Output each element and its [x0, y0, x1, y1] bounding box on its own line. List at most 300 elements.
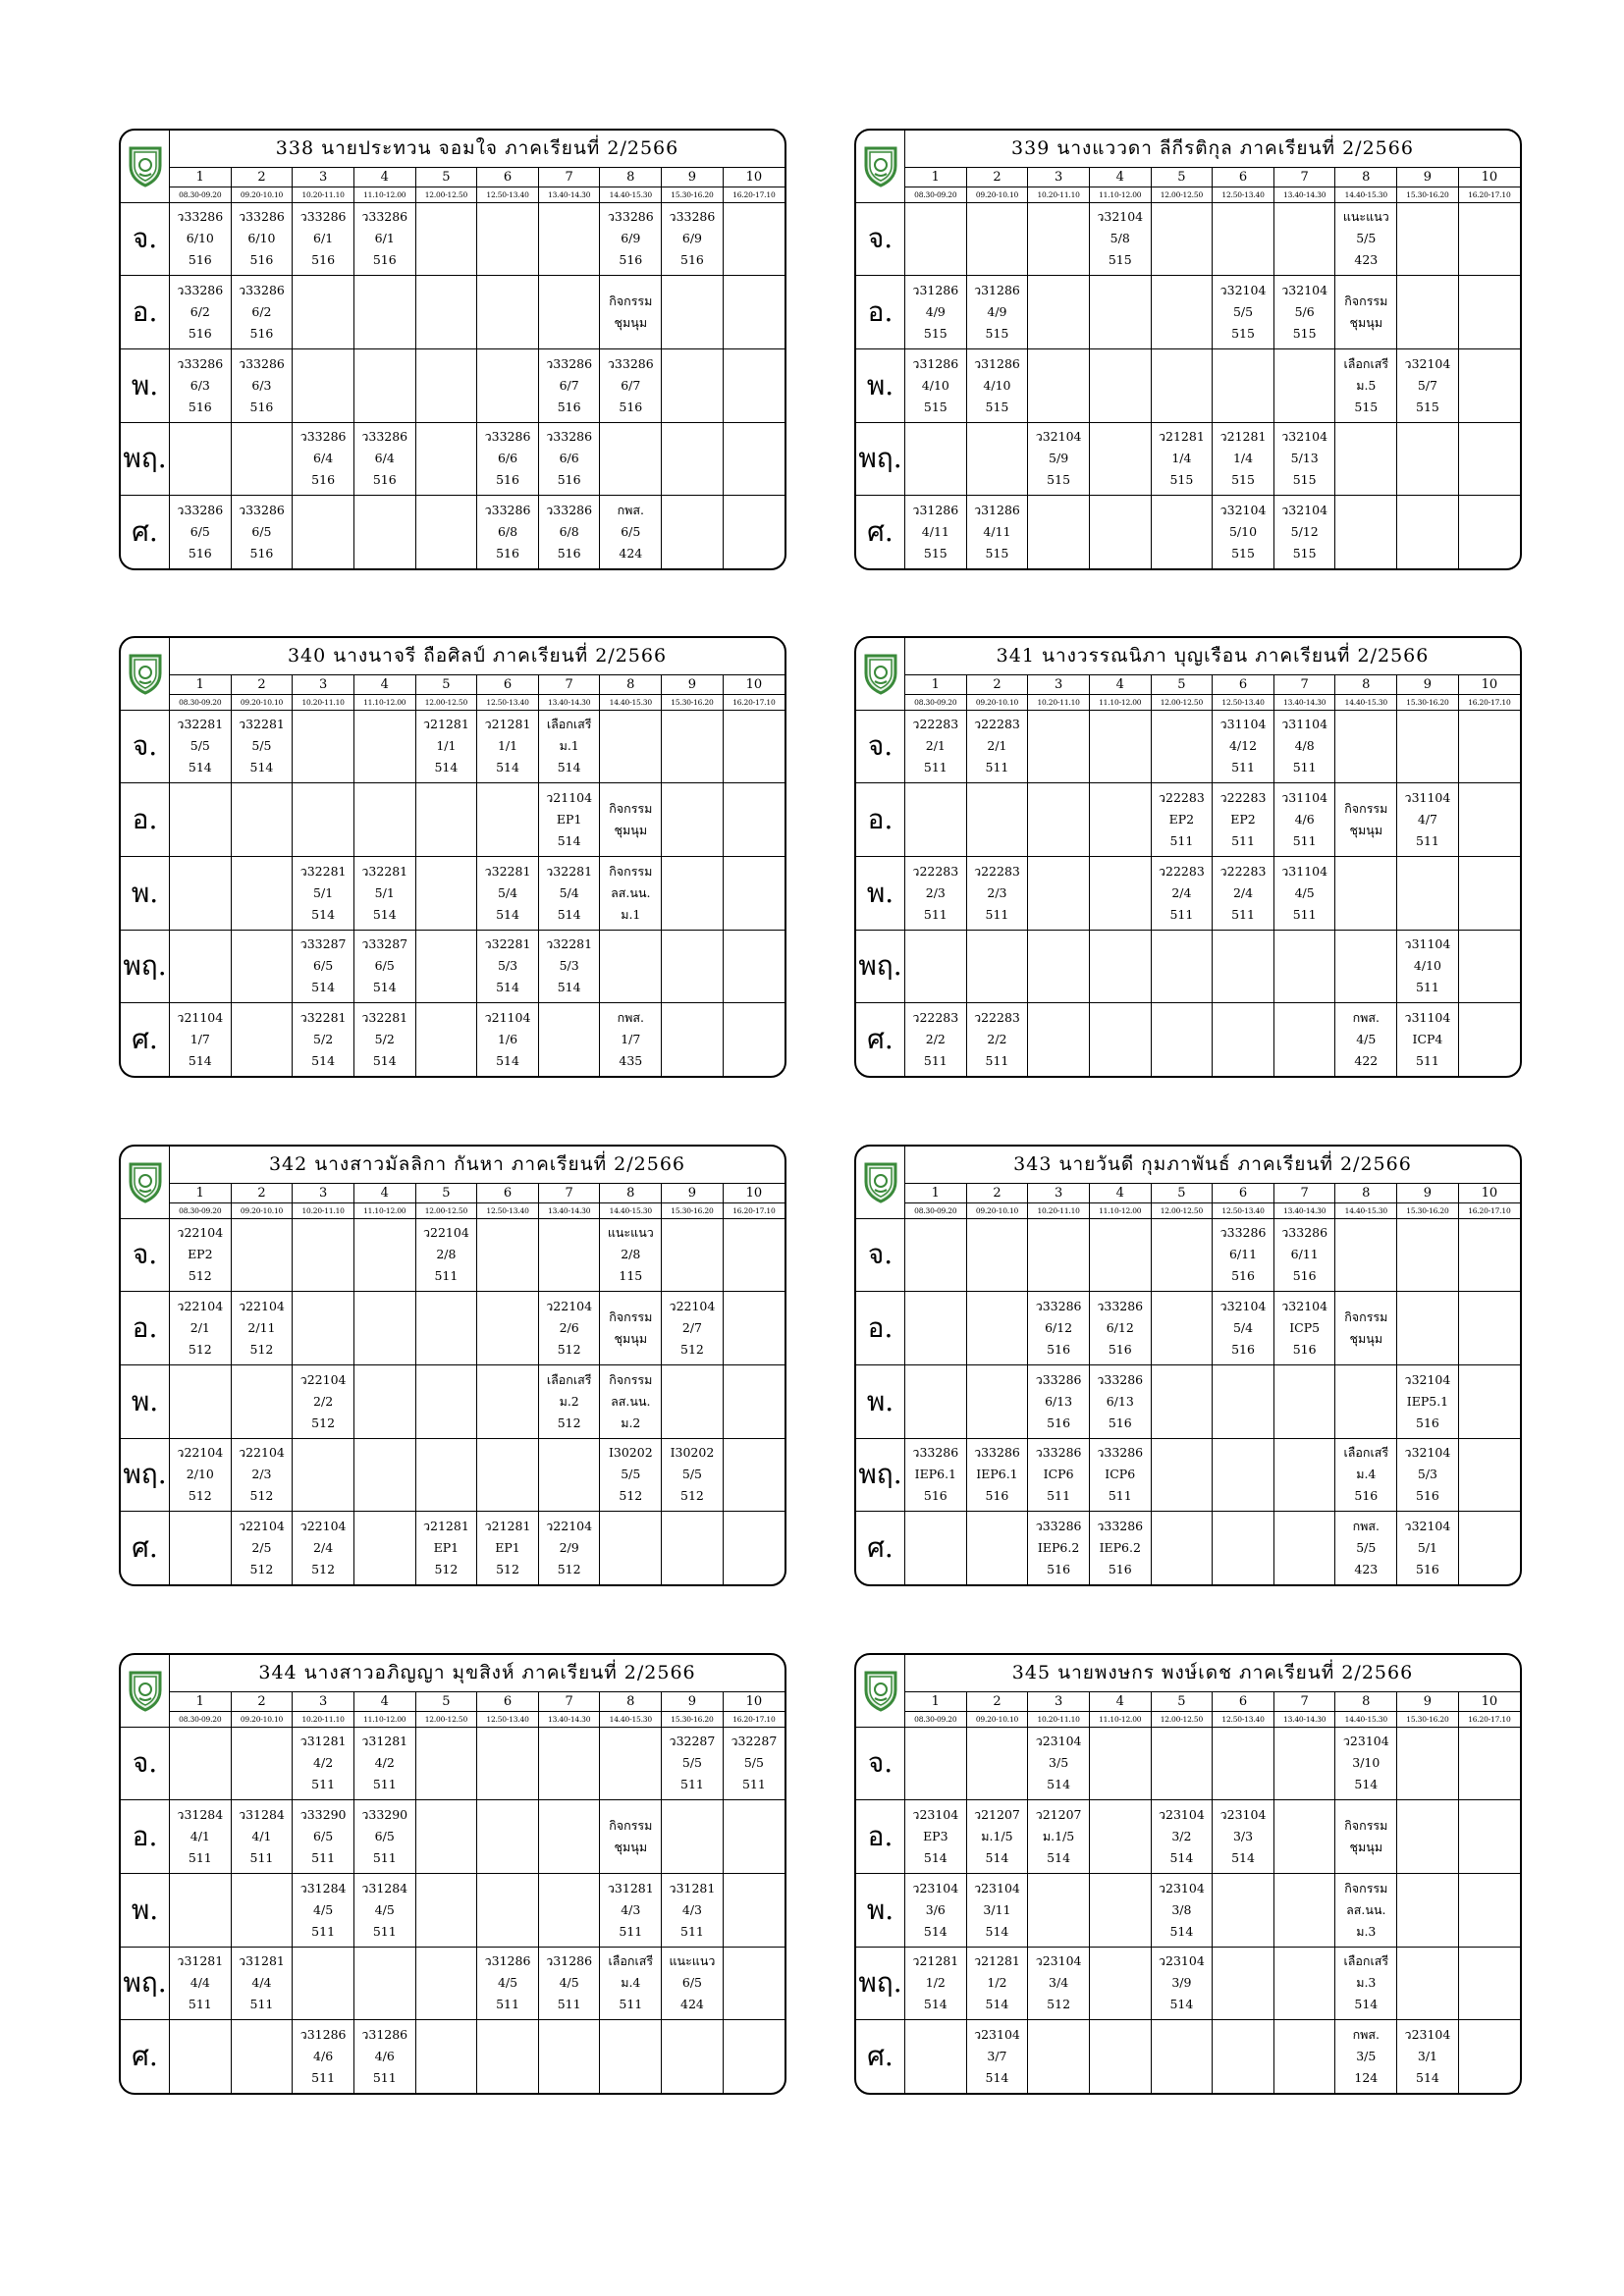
- period-number: 5: [1151, 1691, 1213, 1711]
- period-time: 09.20-10.10: [966, 1712, 1028, 1727]
- schedule-cell: [170, 1003, 232, 1076]
- schedule-cell: [415, 710, 477, 783]
- schedule-cell: [231, 710, 293, 783]
- schedule-cell: [1028, 1800, 1090, 1874]
- cell-line: ว22283: [974, 1010, 1020, 1026]
- cell-line: 512: [557, 1342, 581, 1358]
- schedule-cell: [353, 1438, 415, 1512]
- schedule-cell: [1397, 1438, 1459, 1512]
- day-label: พฤ.: [121, 1438, 170, 1512]
- cell-line: 514: [557, 980, 581, 995]
- schedule-cell: [170, 930, 232, 1003]
- cell-line: 6/13: [1045, 1393, 1073, 1409]
- period-time: 09.20-10.10: [231, 187, 293, 202]
- schedule-cell: [905, 1512, 967, 1584]
- schedule-cell: [1273, 1292, 1335, 1365]
- cell-line: 514: [188, 1053, 212, 1069]
- cell-line: ว32281: [239, 717, 285, 732]
- day-row: [121, 783, 785, 857]
- cell-line: 4/10: [1413, 958, 1441, 974]
- cell-line: 6/5: [374, 1829, 395, 1844]
- cell-line: 516: [249, 546, 274, 561]
- cell-line: 514: [1047, 1777, 1071, 1792]
- schedule-cell: [231, 856, 293, 930]
- schedule-cell: [600, 1292, 662, 1365]
- schedule-cell: [1458, 348, 1520, 422]
- cell-line: 1/7: [621, 1032, 641, 1047]
- cell-line: 3/8: [1171, 1901, 1192, 1917]
- schedule-cell: [905, 276, 967, 349]
- cell-line: 6/1: [374, 231, 395, 246]
- day-label: พ.: [856, 1364, 905, 1438]
- period-number: 9: [662, 1691, 724, 1711]
- schedule-cell: [1213, 783, 1274, 857]
- cell-line: 516: [249, 399, 274, 414]
- cell-line: 3/1: [1417, 2049, 1437, 2064]
- cell-line: 514: [372, 906, 397, 922]
- schedule-cell: [231, 930, 293, 1003]
- schedule-cell: [170, 1292, 232, 1365]
- cell-line: 514: [372, 980, 397, 995]
- period-time: 09.20-10.10: [966, 1203, 1028, 1218]
- cell-line: ว31286: [912, 283, 959, 298]
- period-time: 08.30-09.20: [170, 1712, 232, 1727]
- period-time: 16.20-17.10: [723, 1712, 785, 1727]
- period-number: 10: [1458, 1183, 1520, 1202]
- period-number: 2: [231, 1183, 293, 1202]
- schedule-cell: [1028, 276, 1090, 349]
- schedule-cell: [170, 1873, 232, 1947]
- schedule-cell: [415, 1292, 477, 1365]
- schedule-cell: [1151, 1727, 1213, 1800]
- period-number: 8: [600, 1183, 662, 1202]
- teacher-timetable: [119, 129, 786, 570]
- cell-line: 435: [619, 1053, 643, 1069]
- cell-line: ชุมนุม: [614, 315, 648, 331]
- cell-line: กิจกรรม: [1344, 1818, 1388, 1834]
- period-time: 12.00-12.50: [415, 695, 477, 710]
- period-number: 7: [1273, 1183, 1335, 1202]
- cell-line: IEP6.1: [976, 1467, 1018, 1482]
- period-number: 4: [353, 1183, 415, 1202]
- period-time: 16.20-17.10: [723, 1203, 785, 1218]
- cell-line: 6/10: [247, 231, 276, 246]
- cell-line: ม.2: [621, 1415, 641, 1430]
- period-number: 8: [600, 1691, 662, 1711]
- cell-line: 4/11: [921, 524, 949, 540]
- cell-line: IEP6.2: [1099, 1540, 1141, 1556]
- schedule-cell: [1335, 1003, 1397, 1076]
- schedule-cell: [477, 422, 539, 496]
- period-number: 1: [905, 674, 967, 694]
- schedule-cell: [415, 422, 477, 496]
- schedule-cell: [662, 1438, 724, 1512]
- cell-line: 512: [188, 1488, 212, 1504]
- cell-line: 511: [619, 1923, 643, 1939]
- cell-line: 3/3: [1232, 1829, 1254, 1844]
- schedule-cell: [477, 276, 539, 349]
- schedule-cell: [1151, 856, 1213, 930]
- day-label: อ.: [121, 783, 170, 857]
- cell-line: ว32104: [1219, 283, 1267, 298]
- cell-line: 2/10: [186, 1467, 214, 1482]
- schedule-cell: [1089, 710, 1151, 783]
- cell-line: 5/1: [374, 884, 395, 900]
- cell-line: 512: [188, 1342, 212, 1358]
- cell-line: 511: [311, 1850, 336, 1866]
- cell-line: 2/4: [1171, 884, 1192, 900]
- schedule-cell: [1089, 1218, 1151, 1292]
- day-label: อ.: [856, 276, 905, 349]
- day-row: [121, 1364, 785, 1438]
- period-number: 3: [293, 1691, 354, 1711]
- period-time: 12.00-12.50: [1151, 695, 1213, 710]
- school-crest-icon: [856, 1147, 905, 1218]
- cell-line: ว31281: [361, 1734, 408, 1749]
- cell-line: ว32287: [669, 1734, 716, 1749]
- day-row: [121, 348, 785, 422]
- schedule-cell: [231, 348, 293, 422]
- day-label: พ.: [121, 1873, 170, 1947]
- cell-line: 3/7: [987, 2049, 1007, 2064]
- schedule-cell: [353, 348, 415, 422]
- cell-line: แนะแนว: [1342, 209, 1389, 225]
- day-row: [121, 422, 785, 496]
- schedule-cell: [1089, 1438, 1151, 1512]
- day-label: พฤ.: [856, 1438, 905, 1512]
- cell-line: ว22104: [177, 1299, 224, 1314]
- day-row: [856, 1292, 1520, 1365]
- period-number: 7: [538, 167, 600, 187]
- cell-line: 4/6: [1294, 812, 1315, 828]
- day-label: จ.: [856, 202, 905, 276]
- period-number: 3: [293, 674, 354, 694]
- cell-line: ม.1/5: [1042, 1829, 1075, 1844]
- schedule-cell: [1151, 783, 1213, 857]
- schedule-cell: [1273, 1512, 1335, 1584]
- school-crest-icon: [121, 1147, 170, 1218]
- school-crest-icon: [121, 1655, 170, 1727]
- cell-line: 6/5: [621, 524, 641, 540]
- cell-line: ว32281: [299, 863, 347, 879]
- timetable-title: 343 นายวันดี กุมภาพันธ์ ภาคเรียนที่ 2/2566: [905, 1147, 1521, 1183]
- schedule-cell: [1089, 1947, 1151, 2020]
- period-time: 08.30-09.20: [170, 695, 232, 710]
- period-number: 9: [1397, 1183, 1459, 1202]
- cell-line: 514: [985, 1923, 1009, 1939]
- cell-line: ว22283: [974, 717, 1020, 732]
- cell-line: EP1: [433, 1540, 460, 1556]
- cell-line: ว33286: [607, 209, 654, 225]
- schedule-cell: [600, 348, 662, 422]
- schedule-cell: [1397, 710, 1459, 783]
- schedule-cell: [1089, 1800, 1151, 1874]
- period-time: 16.20-17.10: [1458, 1712, 1520, 1727]
- cell-line: 2/11: [247, 1320, 276, 1336]
- period-time: 15.30-16.20: [1397, 1203, 1459, 1218]
- cell-line: 2/4: [1232, 884, 1254, 900]
- cell-line: ชุมนุม: [614, 823, 648, 838]
- day-row: [121, 1218, 785, 1292]
- cell-line: 514: [496, 980, 519, 995]
- cell-line: 515: [923, 546, 947, 561]
- schedule-cell: [538, 422, 600, 496]
- schedule-cell: [170, 496, 232, 568]
- day-row: [856, 1218, 1520, 1292]
- period-number: 9: [662, 674, 724, 694]
- cell-line: ว33286: [974, 1445, 1020, 1461]
- cell-line: ว33286: [1097, 1445, 1144, 1461]
- cell-line: 516: [496, 546, 519, 561]
- cell-line: 511: [496, 1997, 519, 2012]
- timetable-title: 340 นางนาจรี ถือศิลป์ ภาคเรียนที่ 2/2566: [170, 638, 785, 674]
- schedule-cell: [966, 1292, 1028, 1365]
- cell-line: กิจกรรม: [1344, 801, 1388, 817]
- schedule-cell: [170, 422, 232, 496]
- cell-line: ว33286: [239, 209, 285, 225]
- schedule-cell: [353, 930, 415, 1003]
- schedule-cell: [415, 1218, 477, 1292]
- period-time: 09.20-10.10: [231, 1712, 293, 1727]
- schedule-cell: [1397, 1727, 1459, 1800]
- cell-line: เลือกเสรี: [1343, 1445, 1389, 1461]
- schedule-cell: [905, 1438, 967, 1512]
- cell-line: 2/2: [925, 1032, 946, 1047]
- period-time: 09.20-10.10: [966, 695, 1028, 710]
- schedule-cell: [662, 856, 724, 930]
- schedule-cell: [415, 1003, 477, 1076]
- schedule-cell: [415, 1727, 477, 1800]
- schedule-cell: [1028, 496, 1090, 568]
- schedule-cell: [1273, 856, 1335, 930]
- schedule-cell: [966, 1800, 1028, 1874]
- cell-line: 514: [557, 833, 581, 849]
- period-number: 7: [1273, 674, 1335, 694]
- cell-line: ม.4: [1356, 1467, 1377, 1482]
- schedule-cell: [415, 856, 477, 930]
- schedule-cell: [1273, 710, 1335, 783]
- cell-line: ว23104: [1219, 1807, 1267, 1823]
- schedule-cell: [1213, 1512, 1274, 1584]
- cell-line: ว33287: [299, 936, 347, 952]
- cell-line: ว21281: [1219, 429, 1267, 445]
- schedule-cell: [1397, 1218, 1459, 1292]
- period-number: 9: [1397, 674, 1459, 694]
- cell-line: 511: [923, 760, 947, 775]
- cell-line: 515: [1231, 472, 1255, 488]
- cell-line: 515: [1292, 326, 1317, 342]
- schedule-cell: [1397, 2020, 1459, 2093]
- period-time: 14.40-15.30: [1335, 187, 1397, 202]
- schedule-cell: [966, 422, 1028, 496]
- cell-line: 515: [985, 399, 1009, 414]
- cell-line: ว33286: [1219, 1225, 1267, 1241]
- cell-line: 516: [619, 252, 643, 268]
- cell-line: EP1: [556, 812, 582, 828]
- cell-line: ว31284: [299, 1880, 347, 1896]
- cell-line: 511: [188, 1850, 212, 1866]
- schedule-cell: [1273, 930, 1335, 1003]
- period-number: 6: [477, 1691, 539, 1711]
- schedule-cell: [723, 710, 785, 783]
- cell-line: 512: [188, 1268, 212, 1284]
- cell-line: 3/4: [1049, 1975, 1069, 1991]
- schedule-cell: [1397, 1873, 1459, 1947]
- schedule-cell: [170, 202, 232, 276]
- school-crest-icon: [856, 1655, 905, 1727]
- cell-line: ว31281: [669, 1880, 716, 1896]
- day-label: พฤ.: [856, 1947, 905, 2020]
- day-row: [121, 1727, 785, 1800]
- cell-line: 424: [619, 546, 643, 561]
- schedule-cell: [353, 276, 415, 349]
- schedule-cell: [415, 1438, 477, 1512]
- cell-line: 6/5: [313, 958, 334, 974]
- cell-line: กิจกรรม: [609, 801, 653, 817]
- schedule-cell: [231, 276, 293, 349]
- cell-line: 511: [188, 1997, 212, 2012]
- cell-line: ลส.นน.: [1346, 1901, 1386, 1917]
- schedule-cell: [1458, 1947, 1520, 2020]
- schedule-cell: [600, 930, 662, 1003]
- schedule-cell: [1213, 496, 1274, 568]
- schedule-cell: [477, 1727, 539, 1800]
- cell-line: ว31104: [1404, 1010, 1451, 1026]
- schedule-cell: [600, 202, 662, 276]
- cell-line: 5/5: [251, 738, 272, 754]
- schedule-cell: [477, 348, 539, 422]
- period-number: 5: [1151, 167, 1213, 187]
- period-time: 10.20-11.10: [293, 1712, 354, 1727]
- schedule-cell: [723, 202, 785, 276]
- schedule-cell: [477, 1947, 539, 2020]
- schedule-cell: [1397, 1512, 1459, 1584]
- period-time: 11.10-12.00: [1089, 1712, 1151, 1727]
- schedule-cell: [1458, 276, 1520, 349]
- period-time: 13.40-14.30: [1273, 695, 1335, 710]
- cell-line: ว22104: [177, 1445, 224, 1461]
- cell-line: 511: [1231, 760, 1255, 775]
- cell-line: 511: [741, 1777, 766, 1792]
- cell-line: 6/1: [313, 231, 334, 246]
- cell-line: ว32281: [484, 863, 531, 879]
- cell-line: ว33287: [361, 936, 408, 952]
- cell-line: 511: [1047, 1488, 1071, 1504]
- cell-line: ว21281: [422, 1519, 469, 1534]
- schedule-cell: [600, 1438, 662, 1512]
- period-number: 2: [231, 674, 293, 694]
- schedule-cell: [1335, 1512, 1397, 1584]
- cell-line: ว31104: [1404, 790, 1451, 806]
- cell-line: EP1: [495, 1540, 520, 1556]
- cell-line: ว31281: [299, 1734, 347, 1749]
- period-time: 12.50-13.40: [477, 1712, 539, 1727]
- schedule-cell: [1151, 1512, 1213, 1584]
- cell-line: ว31286: [546, 1953, 593, 1969]
- cell-line: ว31284: [177, 1807, 224, 1823]
- schedule-cell: [1458, 1873, 1520, 1947]
- cell-line: 511: [1108, 1488, 1132, 1504]
- schedule-cell: [662, 1947, 724, 2020]
- cell-line: ว21104: [484, 1010, 531, 1026]
- day-label: จ.: [856, 710, 905, 783]
- cell-line: 1/7: [189, 1032, 210, 1047]
- schedule-cell: [1213, 202, 1274, 276]
- schedule-cell: [415, 276, 477, 349]
- cell-line: แนะแนว: [669, 1953, 716, 1969]
- period-number: 9: [1397, 167, 1459, 187]
- cell-line: 3/5: [1049, 1755, 1069, 1771]
- schedule-cell: [662, 1727, 724, 1800]
- schedule-cell: [170, 783, 232, 857]
- cell-line: ว21281: [484, 1519, 531, 1534]
- schedule-cell: [1151, 496, 1213, 568]
- schedule-cell: [1397, 202, 1459, 276]
- cell-line: ว32104: [1281, 429, 1328, 445]
- schedule-cell: [415, 348, 477, 422]
- teacher-timetable: [119, 636, 786, 1078]
- cell-line: ว22104: [239, 1299, 285, 1314]
- schedule-cell: [293, 856, 354, 930]
- schedule-cell: [662, 1003, 724, 1076]
- period-number: 2: [966, 167, 1028, 187]
- schedule-cell: [1397, 930, 1459, 1003]
- schedule-cell: [1335, 1292, 1397, 1365]
- schedule-cell: [1028, 710, 1090, 783]
- schedule-cell: [170, 1727, 232, 1800]
- cell-line: 6/7: [559, 377, 579, 393]
- period-time: 16.20-17.10: [1458, 695, 1520, 710]
- teacher-timetable: [119, 1145, 786, 1586]
- cell-line: ว33286: [546, 503, 593, 518]
- cell-line: 516: [1292, 1342, 1317, 1358]
- cell-line: IEP6.2: [1037, 1540, 1080, 1556]
- schedule-cell: [538, 1438, 600, 1512]
- schedule-cell: [905, 422, 967, 496]
- cell-line: ว31104: [1219, 717, 1267, 732]
- period-time: 15.30-16.20: [1397, 187, 1459, 202]
- day-label: ศ.: [121, 2020, 170, 2093]
- cell-line: 4/5: [374, 1901, 395, 1917]
- day-label: อ.: [856, 1292, 905, 1365]
- cell-line: 4/10: [983, 377, 1011, 393]
- cell-line: 514: [923, 1997, 947, 2012]
- cell-line: ว21281: [1158, 429, 1205, 445]
- day-label: อ.: [121, 1800, 170, 1874]
- cell-line: 516: [923, 1488, 947, 1504]
- period-time: 16.20-17.10: [723, 187, 785, 202]
- schedule-cell: [1213, 1438, 1274, 1512]
- cell-line: 516: [557, 472, 581, 488]
- schedule-cell: [600, 422, 662, 496]
- schedule-cell: [170, 276, 232, 349]
- schedule-cell: [1213, 1003, 1274, 1076]
- schedule-cell: [966, 856, 1028, 930]
- cell-line: 5/1: [313, 884, 334, 900]
- schedule-cell: [662, 276, 724, 349]
- schedule-cell: [415, 1873, 477, 1947]
- cell-line: 3/9: [1171, 1975, 1192, 1991]
- schedule-cell: [1458, 1003, 1520, 1076]
- schedule-cell: [1151, 202, 1213, 276]
- schedule-cell: [170, 1512, 232, 1584]
- schedule-cell: [477, 1292, 539, 1365]
- schedule-cell: [1273, 1800, 1335, 1874]
- period-number: 9: [1397, 1691, 1459, 1711]
- period-number: 1: [905, 1183, 967, 1202]
- schedule-cell: [1273, 2020, 1335, 2093]
- period-number: 7: [1273, 1691, 1335, 1711]
